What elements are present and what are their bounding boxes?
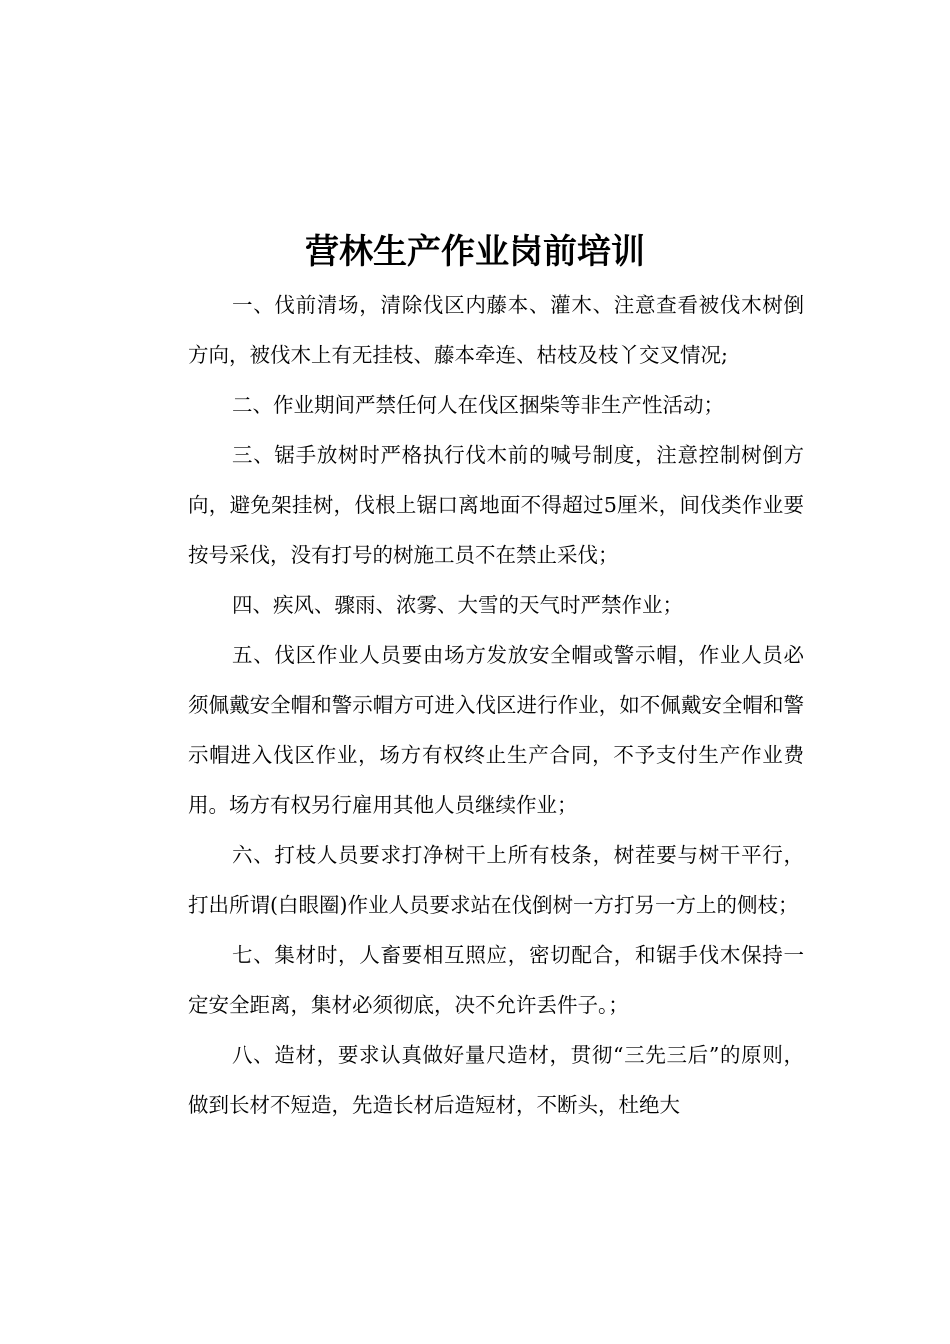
paragraph-3: 三、锯手放树时严格执行伐木前的喊号制度，注意控制树倒方向，避免架挂树，伐根上锯口离地面不得超过5厘米，间伐类作业要按号采伐，没有打号的树施工员不在禁止采伐； — [188, 443, 804, 567]
paragraph-8: 八、造材，要求认真做好量尺造材，贯彻“三先三后”的原则，做到长材不短造，先造长材后造短材，不断头，杜绝大 — [188, 1043, 804, 1117]
paragraph-4: 四、疾风、骤雨、浓雾、大雪的天气时严禁作业； — [232, 593, 683, 617]
document-title: 营林生产作业岗前培训 — [305, 232, 645, 272]
paragraph-2: 二、作业期间严禁任何人在伐区捆柴等非生产性活动； — [232, 393, 724, 417]
paragraph-5: 五、伐区作业人员要由场方发放安全帽或警示帽，作业人员必须佩戴安全帽和警示帽方可进入伐区进行作业，如不佩戴安全帽和警示帽进入伐区作业，场方有权终止生产合同，不予支付生产作业费用。场方有权另行雇用其他人员继续作业； — [188, 643, 804, 817]
paragraph-6: 六、打枝人员要求打净树干上所有枝条，树茬要与树干平行，打出所谓(白眼圈)作业人员要求站在伐倒树一方打另一方上的侧枝； — [188, 843, 804, 917]
paragraph-1: 一、伐前清场，清除伐区内藤本、灌木、注意查看被伐木树倒方向，被伐木上有无挂枝、藤本牵连、枯枝及枝丫交叉情况; — [188, 293, 804, 367]
document-body — [188, 280, 804, 1130]
paragraph-7: 七、集材时，人畜要相互照应，密切配合，和锯手伐木保持一定安全距离，集材必须彻底，决不允许丢件子。； — [188, 943, 804, 1017]
